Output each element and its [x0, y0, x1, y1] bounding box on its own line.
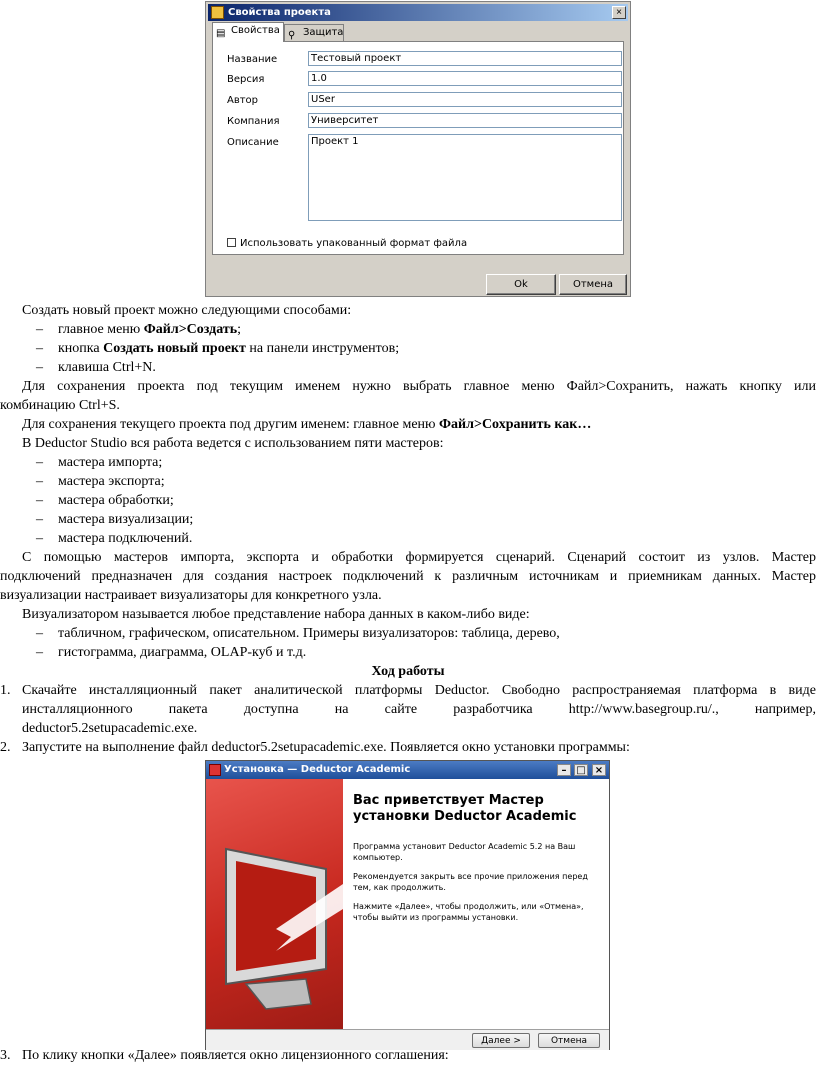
list-item: мастера подключений. [58, 531, 193, 546]
list-item: гистограмма, диаграмма, OLAP-куб и т.д. [58, 645, 307, 660]
list-item: мастера обработки; [58, 493, 174, 508]
checkbox-box[interactable] [227, 238, 236, 247]
next-button[interactable]: Далее > [472, 1033, 530, 1048]
next-cancel-hint: Нажмите «Далее», чтобы продолжить, или «Отмена», чтобы выйти из программы установки. [353, 902, 584, 922]
cancel-button[interactable]: Отмена [538, 1033, 600, 1048]
list-item: мастера визуализации; [58, 512, 194, 527]
monitor-icon [206, 779, 343, 1029]
tab-protection-label: Защита [303, 27, 344, 38]
packed-format-checkbox[interactable] [227, 238, 467, 249]
search-icon: ⚲ [288, 30, 296, 41]
properties-page [212, 41, 624, 255]
step-1-line1: Скачайте инсталляционный пакет аналитической платформы Deductor. Свободно распространяемая платформа в виде [22, 683, 816, 698]
version-label: Версия [227, 74, 265, 85]
step-2-text: Запустите на выполнение файл deductor5.2setupacademic.exe. Появляется окно установки программы: [22, 740, 630, 755]
tab-protection[interactable] [284, 24, 344, 41]
step-number: 1. [0, 683, 11, 698]
list-item: мастера экспорта; [58, 474, 165, 489]
paragraph-save-as-text: Для сохранения текущего проекта под другим именем: главное меню [22, 417, 440, 432]
list-item [58, 320, 241, 339]
list-dash: – [36, 493, 43, 508]
maximize-button[interactable]: □ [574, 764, 588, 776]
author-input[interactable]: USer [308, 92, 622, 107]
install-info: Программа установит Deductor Academic 5.2 на Ваш компьютер. [353, 842, 576, 862]
menu-path: Файл>Создать [143, 322, 238, 337]
cancel-button[interactable]: Отмена [559, 274, 627, 295]
paragraph-create-methods: Создать новый проект можно следующими способами: [22, 303, 352, 318]
installer-content [343, 779, 609, 1029]
list-item: табличном, графическом, описательном. Примеры визуализаторов: таблица, дерево, [58, 626, 560, 641]
description-label: Описание [227, 137, 279, 148]
paragraph-scenario: С помощью мастеров импорта, экспорта и обработки формируется сценарий. Сценарий состоит из узлов. Мастер [22, 550, 816, 565]
step-1-line3: deductor5.2setupacademic.exe. [22, 721, 198, 736]
list-dash: – [36, 360, 43, 375]
list-dash: – [36, 455, 43, 470]
step-3-text: По клику кнопки «Далее» появляется окно лицензионного соглашения: [22, 1048, 449, 1063]
list-dash: – [36, 645, 43, 660]
paragraph-save-as [22, 415, 591, 434]
paragraph-visualizer: Визуализатором называется любое представление набора данных в каком-либо виде: [22, 607, 530, 622]
properties-icon: ▤ [216, 28, 226, 39]
installer-window [205, 760, 610, 1050]
paragraph-save-end: комбинацию Ctrl+S. [0, 398, 120, 413]
name-label: Название [227, 54, 278, 65]
step-1-line2: инсталляционного пакета доступна на сайте разработчика http://www.basegroup.ru/., например, [22, 702, 816, 717]
version-input[interactable]: 1.0 [308, 71, 622, 86]
author-label: Автор [227, 95, 259, 106]
paragraph-scenario-line2: подключений предназначен для создания настроек подключений к различным источникам и приемникам данных. Мастер [0, 569, 816, 584]
close-button[interactable]: × [612, 6, 626, 19]
installer-titlebar [206, 761, 609, 779]
description-textarea[interactable]: Проект 1 [308, 134, 622, 221]
minimize-button[interactable]: – [557, 764, 571, 776]
app-icon [211, 6, 224, 19]
welcome-heading: Вас приветствует Мастер установки Deductor Academic [353, 793, 577, 824]
step-number: 2. [0, 740, 11, 755]
app-icon [209, 764, 221, 776]
paragraph-save: Для сохранения проекта под текущим именем нужно выбрать главное меню Файл>Сохранить, нажать кнопку или [22, 379, 816, 394]
ok-button[interactable]: Ok [486, 274, 556, 295]
section-heading: Ход работы [371, 664, 445, 679]
list-item-text: кнопка [58, 341, 104, 356]
step-number: 3. [0, 1048, 11, 1063]
list-dash: – [36, 322, 43, 337]
menu-path: Файл>Сохранить как… [439, 417, 592, 432]
company-label: Компания [227, 116, 280, 127]
project-properties-dialog [205, 1, 631, 297]
tab-properties[interactable] [212, 22, 284, 42]
list-item [58, 339, 399, 358]
close-button[interactable]: × [592, 764, 606, 776]
dialog-title: Свойства проекта [228, 7, 331, 18]
close-apps-hint: Рекомендуется закрыть все прочие приложения перед тем, как продолжить. [353, 872, 588, 892]
paragraph-masters: В Deductor Studio вся работа ведется с использованием пяти мастеров: [22, 436, 444, 451]
name-input[interactable]: Тестовый проект [308, 51, 622, 66]
packed-format-label: Использовать упакованный формат файла [240, 238, 468, 249]
list-item: мастера импорта; [58, 455, 163, 470]
list-item-end: на панели инструментов; [245, 341, 400, 356]
button-name: Создать новый проект [103, 341, 246, 356]
list-dash: – [36, 474, 43, 489]
dialog-titlebar [208, 4, 628, 21]
paragraph-scenario-line3: визуализации настраивает визуализаторы для конкретного узла. [0, 588, 382, 603]
list-dash: – [36, 626, 43, 641]
list-item-end: ; [237, 322, 242, 337]
installer-banner-image [206, 779, 343, 1029]
list-dash: – [36, 512, 43, 527]
list-dash: – [36, 531, 43, 546]
list-item: клавиша Ctrl+N. [58, 360, 156, 375]
installer-title: Установка — Deductor Academic [224, 764, 411, 775]
company-input[interactable]: Университет [308, 113, 622, 128]
tab-properties-label: Свойства [231, 25, 280, 36]
list-item-text: главное меню [58, 322, 144, 337]
list-dash: – [36, 341, 43, 356]
